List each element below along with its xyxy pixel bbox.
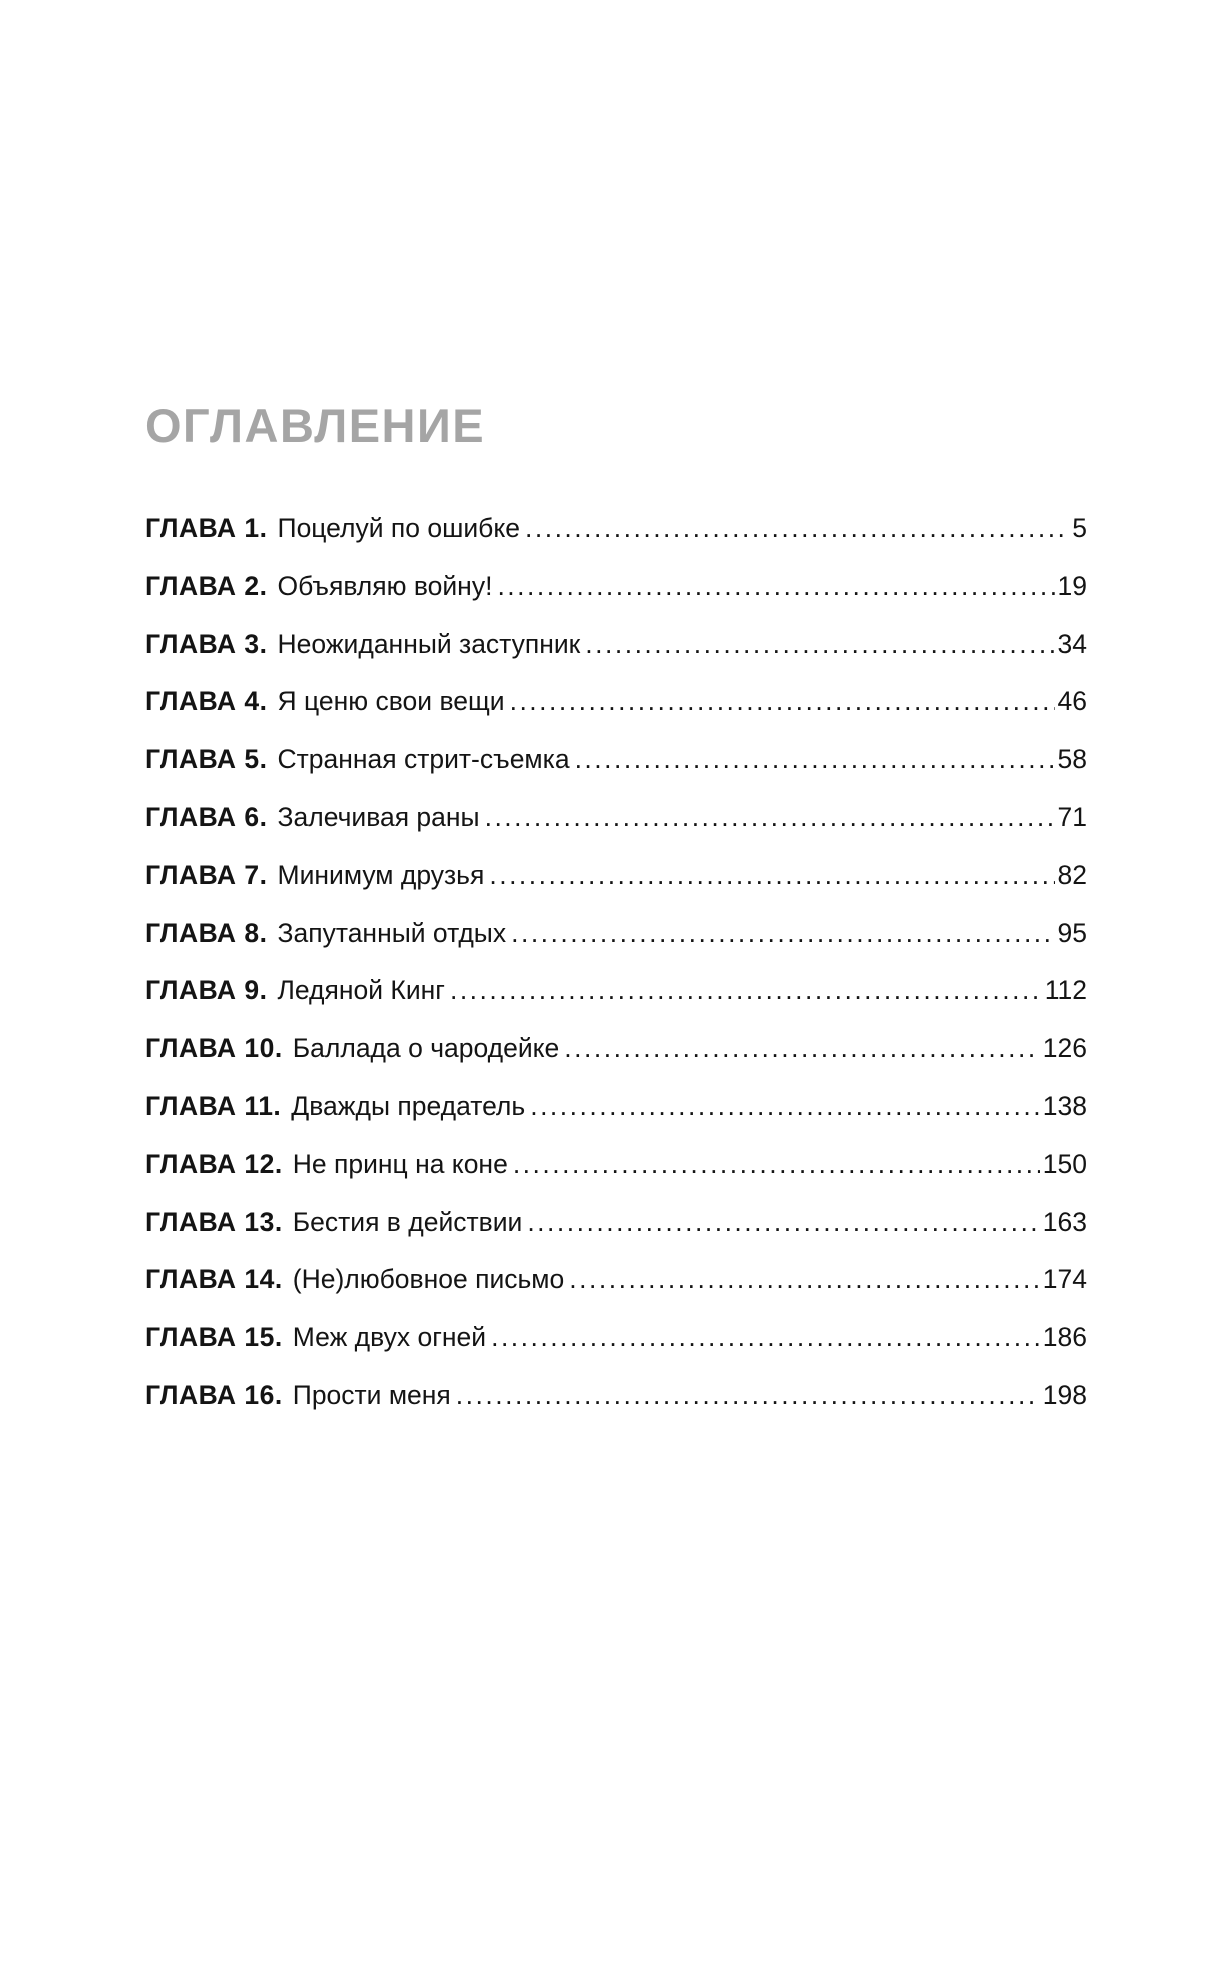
toc-entry [145, 802, 1087, 860]
page-number: 198 [1042, 1379, 1087, 1410]
toc-entry [145, 571, 1087, 629]
dot-leader [530, 1091, 1040, 1122]
dot-leader [585, 629, 1054, 660]
page-number: 95 [1057, 917, 1087, 948]
chapter-title: Бестия в действии [292, 1206, 523, 1237]
chapter-label: ГЛАВА 13. [145, 1206, 283, 1237]
toc-entry [145, 629, 1087, 687]
dot-leader [511, 918, 1054, 949]
dot-leader [525, 513, 1069, 544]
dot-leader [456, 1380, 1040, 1411]
dot-leader [575, 744, 1055, 775]
page-number: 82 [1057, 859, 1087, 890]
chapter-label: ГЛАВА 1. [145, 513, 268, 543]
toc-entry [145, 1264, 1087, 1322]
chapter-title: Странная стрит-съемка [277, 744, 570, 775]
chapter-title: Поцелуй по ошибке [277, 513, 520, 543]
page-number: 46 [1057, 686, 1087, 717]
chapter-title: Объявляю войну! [277, 570, 493, 601]
page-title: ОГЛАВЛЕНИЕ [145, 399, 486, 452]
chapter-title: Прости меня [292, 1379, 451, 1410]
dot-leader [485, 802, 1055, 833]
page-number: 126 [1042, 1033, 1087, 1064]
toc-entry [145, 1033, 1087, 1091]
page-number: 174 [1042, 1264, 1087, 1295]
page-number: 58 [1057, 744, 1087, 775]
page-number: 34 [1057, 628, 1087, 659]
toc-entry [145, 1207, 1087, 1265]
chapter-label: ГЛАВА 3. [145, 628, 268, 659]
toc-entry [145, 1091, 1087, 1149]
page-number: 5 [1072, 513, 1087, 543]
chapter-label: ГЛАВА 2. [145, 570, 268, 601]
dot-leader [497, 571, 1054, 602]
chapter-label: ГЛАВА 8. [145, 917, 268, 948]
chapter-title: Неожиданный заступник [277, 628, 581, 659]
chapter-title: Меж двух огней [292, 1322, 487, 1353]
dot-leader [513, 1149, 1040, 1180]
chapter-title: Запутанный отдых [277, 917, 507, 948]
page-number: 186 [1042, 1322, 1087, 1353]
dot-leader [491, 1322, 1040, 1353]
toc-entry [145, 860, 1087, 918]
dot-leader [510, 686, 1055, 717]
chapter-title: Не принц на коне [292, 1148, 508, 1179]
chapter-label: ГЛАВА 16. [145, 1379, 283, 1410]
page-number: 150 [1042, 1148, 1087, 1179]
toc-entry [145, 1380, 1087, 1438]
chapter-title: Дважды предатель [291, 1090, 526, 1121]
chapter-title: Ледяной Кинг [277, 975, 445, 1006]
chapter-title: Баллада о чародейке [292, 1033, 560, 1064]
chapter-title: Я ценю свои вещи [277, 686, 505, 717]
chapter-label: ГЛАВА 14. [145, 1264, 283, 1295]
dot-leader [450, 975, 1042, 1006]
toc-list [145, 513, 1087, 1438]
chapter-title: (Не)любовное письмо [292, 1264, 565, 1295]
dot-leader [489, 860, 1054, 891]
chapter-label: ГЛАВА 10. [145, 1033, 283, 1064]
toc-entry [145, 686, 1087, 744]
chapter-title: Минимум друзья [277, 859, 485, 890]
chapter-label: ГЛАВА 12. [145, 1148, 283, 1179]
page-number: 71 [1057, 801, 1087, 832]
chapter-label: ГЛАВА 6. [145, 801, 268, 832]
dot-leader [569, 1264, 1040, 1295]
toc-entry [145, 744, 1087, 802]
chapter-title: Залечивая раны [277, 801, 480, 832]
page-number: 19 [1057, 570, 1087, 601]
page-number: 163 [1042, 1206, 1087, 1237]
toc-entry [145, 918, 1087, 976]
chapter-label: ГЛАВА 7. [145, 859, 268, 890]
page-number: 138 [1042, 1090, 1087, 1121]
toc-entry [145, 1322, 1087, 1380]
dot-leader [564, 1033, 1039, 1064]
chapter-label: ГЛАВА 4. [145, 686, 268, 717]
dot-leader [527, 1207, 1039, 1238]
chapter-label: ГЛАВА 9. [145, 975, 268, 1006]
chapter-label: ГЛАВА 5. [145, 744, 268, 775]
chapter-label: ГЛАВА 15. [145, 1322, 283, 1353]
chapter-label: ГЛАВА 11. [145, 1090, 282, 1121]
toc-entry [145, 1149, 1087, 1207]
toc-entry [145, 513, 1087, 571]
toc-entry [145, 975, 1087, 1033]
page-number: 112 [1044, 975, 1087, 1006]
